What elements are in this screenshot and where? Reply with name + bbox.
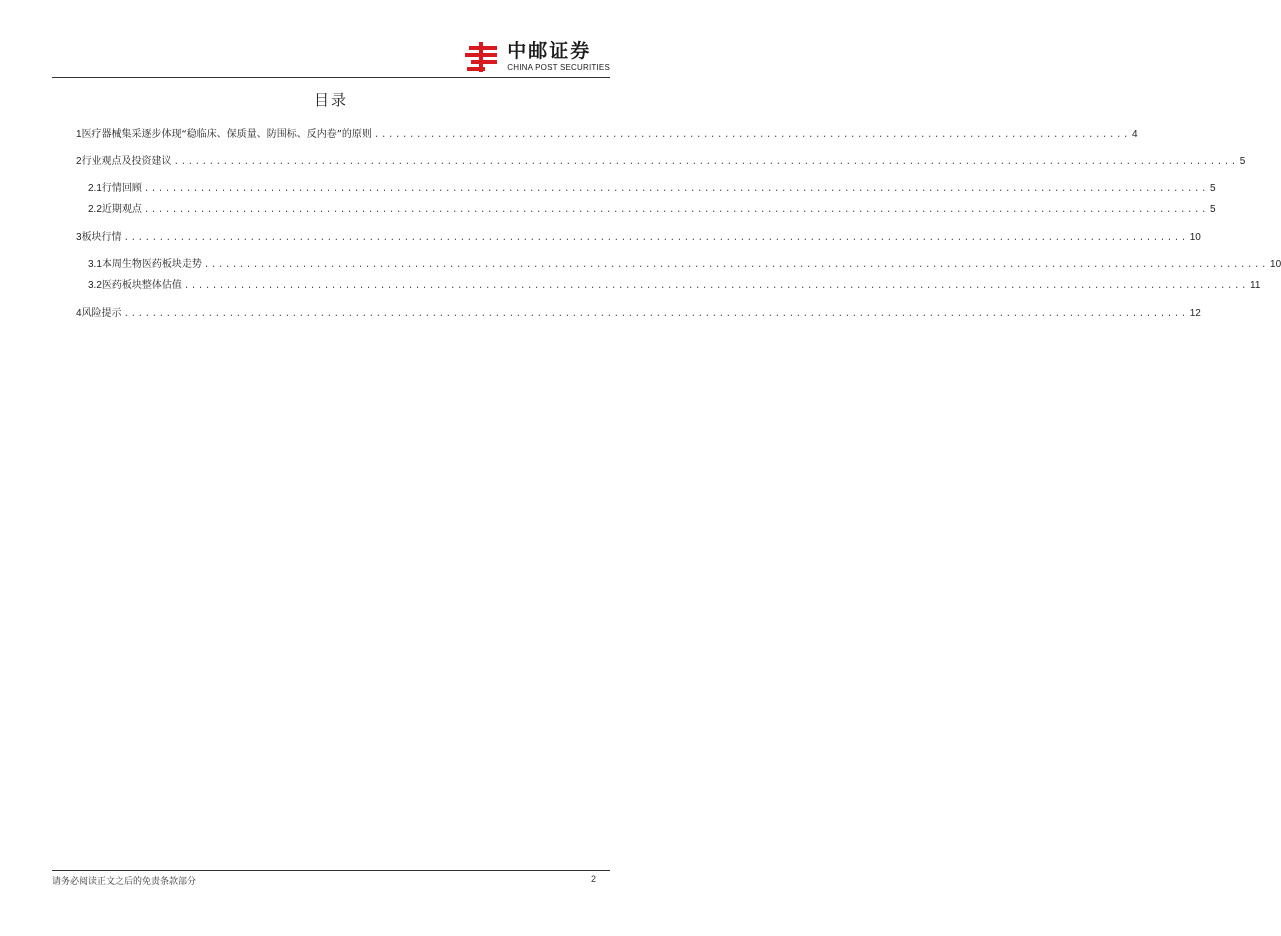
toc-entry-page: 4: [1132, 129, 1138, 140]
toc-leader-dots: ........................................................................................................................................................: [123, 233, 1188, 243]
toc-entry-page: 10: [1270, 259, 1281, 270]
toc-leader-dots: ........................................................................................................................................................: [143, 205, 1209, 215]
toc-entry-label: 本周生物医药板块走势: [101, 259, 202, 270]
header-divider: [52, 77, 610, 78]
toc-entry-number: 3: [76, 232, 82, 243]
toc-entry-label: 医药板块整体估值: [101, 280, 182, 291]
toc-entry-number: 2: [76, 156, 82, 167]
toc-entry[interactable]: [88, 258, 1281, 272]
logo-english-name: CHINA POST SECURITIES: [507, 63, 610, 72]
toc-entry-number: 4: [76, 308, 82, 319]
page-header: [52, 36, 612, 76]
toc-entry-number: 3.2: [88, 280, 102, 291]
toc-entry[interactable]: [88, 182, 1216, 196]
toc-leader-dots: ........................................................................................................................................................: [203, 260, 1269, 270]
toc-entry-page: 5: [1239, 156, 1246, 167]
toc-entry-page: 12: [1189, 308, 1201, 319]
toc-entry-number: 1: [76, 129, 82, 140]
toc-title: 目录: [313, 91, 348, 109]
toc-entry-page: 5: [1210, 183, 1216, 194]
footer-disclaimer: 请务必阅读正文之后的免责条款部分: [52, 877, 197, 887]
page-number: 2: [590, 874, 596, 884]
toc-entry-label: 行情回顾: [101, 183, 142, 194]
toc-entry-number: 2.2: [88, 204, 102, 215]
footer-divider: [52, 870, 610, 871]
toc-entry-label: 风险提示: [81, 308, 122, 319]
toc-entry[interactable]: [76, 155, 1246, 169]
toc-entry-label: 医疗器械集采逐步体现“稳临床、保质量、防围标、反内卷”的原则: [81, 129, 372, 140]
toc-entry-page: 5: [1210, 204, 1216, 215]
china-post-logo-icon: [465, 40, 501, 74]
toc-entry-label: 近期观点: [101, 204, 142, 215]
toc-entry-page: 10: [1189, 232, 1201, 243]
logo-chinese-name: 中邮证券: [507, 40, 592, 62]
toc-entry[interactable]: [88, 279, 1261, 293]
toc-entry[interactable]: [76, 128, 1138, 142]
toc-entry-number: 3.1: [88, 259, 102, 270]
toc-entry-label: 行业观点及投资建议: [81, 156, 172, 167]
toc-entry-label: 板块行情: [81, 232, 122, 243]
company-logo: [465, 40, 610, 74]
toc-entry-page: 11: [1250, 280, 1261, 291]
toc-entry[interactable]: [76, 231, 1201, 245]
toc-leader-dots: ........................................................................................................................................................: [123, 309, 1188, 319]
toc-leader-dots: ........................................................................................................................................................: [173, 157, 1238, 167]
toc-leader-dots: ........................................................................................................................................................: [143, 184, 1209, 194]
toc-entry[interactable]: [76, 307, 1201, 321]
toc-leader-dots: ............................................................................................................: [373, 130, 1131, 140]
toc-entry-number: 2.1: [88, 183, 102, 194]
toc-entry[interactable]: [88, 203, 1216, 217]
toc-leader-dots: ........................................................................................................................................................: [183, 281, 1249, 291]
